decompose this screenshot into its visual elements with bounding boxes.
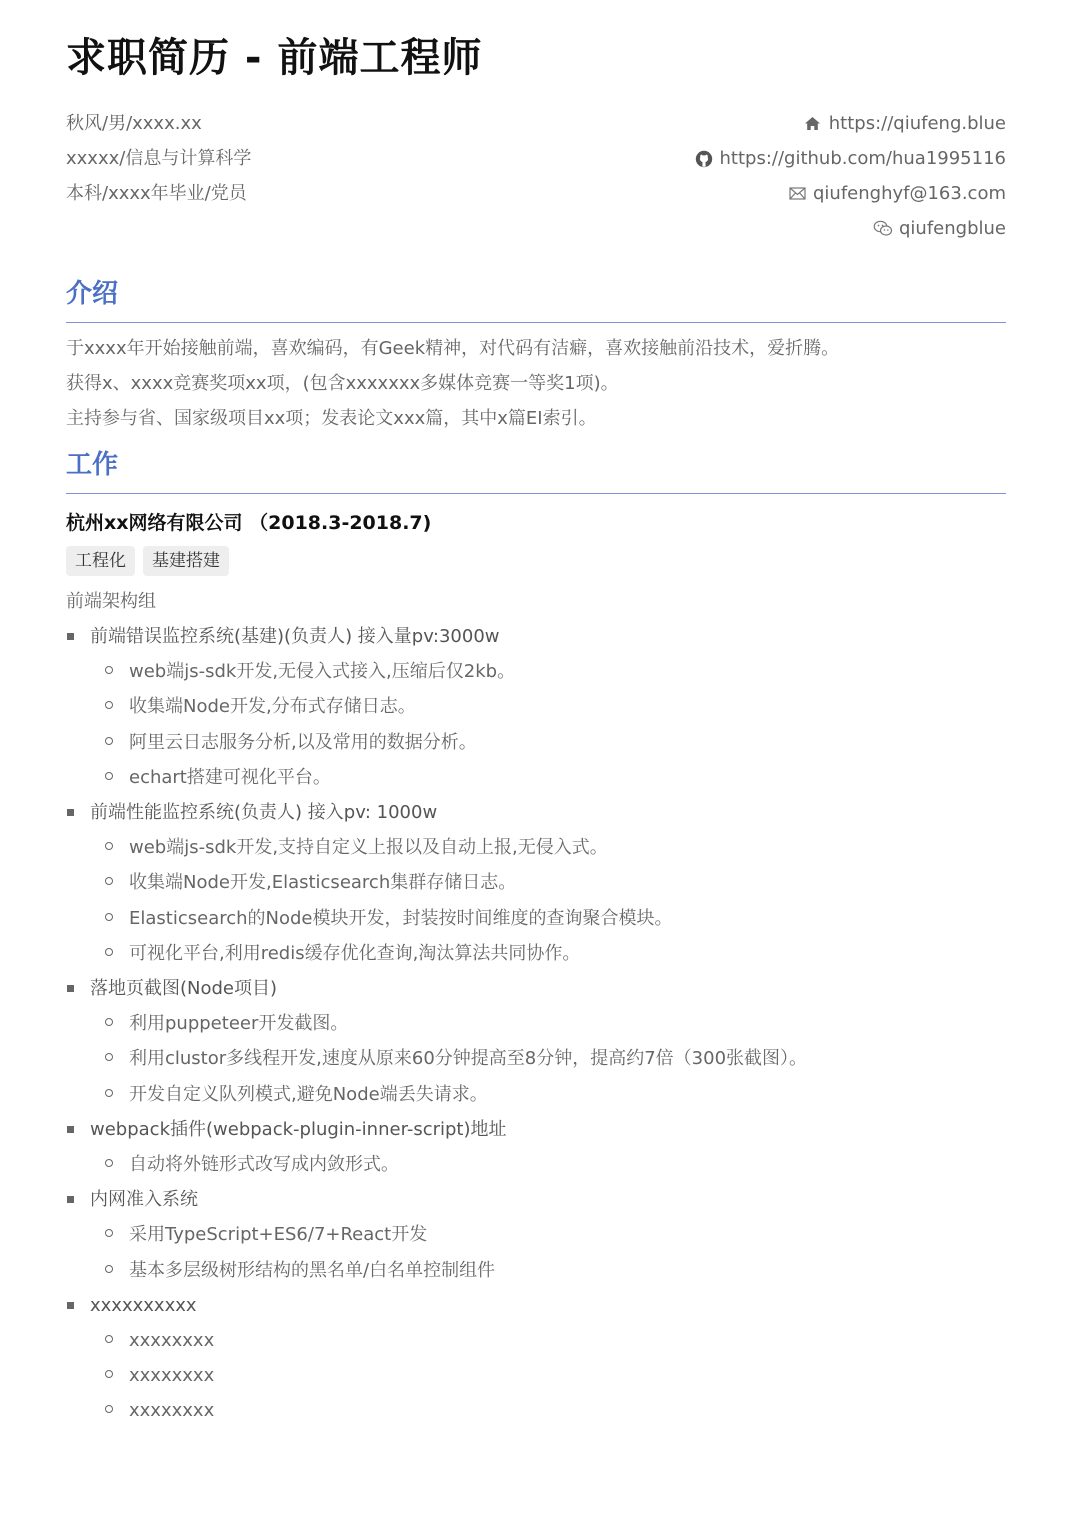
project-detail-list <box>90 1006 1006 1112</box>
intro-heading: 介绍 <box>66 274 1006 323</box>
project-detail: 阿里云日志服务分析,以及常用的数据分析。 <box>90 725 1006 760</box>
intro-line: 主持参与省、国家级项目xx项；发表论文xxx篇，其中x篇EI索引。 <box>66 408 597 429</box>
project-detail: 开发自定义队列模式,避免Node端丢失请求。 <box>90 1077 1006 1112</box>
project-detail: 收集端Node开发,Elasticsearch集群存储日志。 <box>90 865 1006 900</box>
company-title: 杭州xx网络有限公司 （2018.3-2018.7) <box>66 512 432 534</box>
contact-github[interactable] <box>694 141 1007 176</box>
project-item <box>66 619 1006 795</box>
tag: 基建搭建 <box>143 546 229 576</box>
work-section <box>66 445 1006 1429</box>
work-heading: 工作 <box>66 445 1006 494</box>
project-detail: 收集端Node开发,分布式存储日志。 <box>90 689 1006 724</box>
project-detail: xxxxxxxx <box>90 1323 1006 1358</box>
intro-text <box>66 331 1006 436</box>
team-name: 前端架构组 <box>66 591 156 612</box>
wechat-icon <box>873 219 893 239</box>
project-detail: 基本多层级树形结构的黑名单/白名单控制组件 <box>90 1253 1006 1288</box>
project-detail-list <box>90 654 1006 795</box>
project-list <box>66 619 1006 1429</box>
project-detail: 自动将外链形式改写成内敛形式。 <box>90 1147 1006 1182</box>
project-detail: 利用puppeteer开发截图。 <box>90 1006 1006 1041</box>
contact-info <box>694 106 1007 246</box>
project-detail-list <box>90 830 1006 971</box>
intro-line: 获得x、xxxx竞赛奖项xx项，(包含xxxxxxx多媒体竞赛一等奖1项)。 <box>66 373 619 394</box>
contact-wechat-text: qiufengblue <box>899 218 1006 239</box>
contact-wechat <box>694 211 1007 246</box>
page-title: 求职简历 - 前端工程师 <box>66 35 483 81</box>
project-label: 落地页截图(Node项目) <box>90 978 278 1000</box>
project-label: xxxxxxxxxx <box>90 1294 197 1316</box>
home-icon <box>803 114 823 134</box>
project-detail: Elasticsearch的Node模块开发，封装按时间维度的查询聚合模块。 <box>90 901 1006 936</box>
contact-email-text[interactable]: qiufenghyf@163.com <box>813 183 1006 204</box>
contact-github-text[interactable]: https://github.com/hua1995116 <box>719 148 1006 169</box>
project-detail-list <box>90 1323 1006 1429</box>
personal-info-line: 本科/xxxx年毕业/党员 <box>66 183 247 204</box>
project-item <box>66 1112 1006 1182</box>
intro-section <box>66 274 1006 436</box>
project-item <box>66 971 1006 1112</box>
personal-info-line: xxxxx/信息与计算科学 <box>66 148 252 169</box>
project-label: webpack插件(webpack-plugin-inner-script)地址 <box>90 1118 507 1140</box>
contact-website[interactable] <box>694 106 1007 141</box>
project-detail: echart搭建可视化平台。 <box>90 760 1006 795</box>
personal-info <box>66 106 251 211</box>
project-item <box>66 795 1006 971</box>
project-label: 前端性能监控系统(负责人) 接入pv: 1000w <box>90 802 438 824</box>
project-item <box>66 1288 1006 1429</box>
project-label: 内网准入系统 <box>90 1189 198 1211</box>
tag-list <box>66 546 1006 576</box>
github-icon <box>694 149 714 169</box>
project-label: 前端错误监控系统(基建)(负责人) 接入量pv:3000w <box>90 626 500 647</box>
contact-website-text[interactable]: https://qiufeng.blue <box>828 113 1006 134</box>
project-detail-list <box>90 1217 1006 1287</box>
project-detail: xxxxxxxx <box>90 1358 1006 1393</box>
project-detail: 可视化平台,利用redis缓存优化查询,淘汰算法共同协作。 <box>90 936 1006 971</box>
project-detail-list <box>90 1147 1006 1182</box>
project-detail: 采用TypeScript+ES6/7+React开发 <box>90 1217 1006 1252</box>
project-detail: 利用clustor多线程开发,速度从原来60分钟提高至8分钟，提高约7倍（300张截图）。 <box>90 1041 1006 1076</box>
personal-info-line: 秋风/男/xxxx.xx <box>66 113 202 134</box>
project-detail: xxxxxxxx <box>90 1393 1006 1428</box>
intro-line: 于xxxx年开始接触前端，喜欢编码，有Geek精神，对代码有洁癖，喜欢接触前沿技术，爱折腾。 <box>66 338 840 359</box>
project-detail: web端js-sdk开发,支持自定义上报以及自动上报,无侵入式。 <box>90 830 1006 865</box>
project-detail: web端js-sdk开发,无侵入式接入,压缩后仅2kb。 <box>90 654 1006 689</box>
project-item <box>66 1182 1006 1288</box>
tag: 工程化 <box>66 546 135 576</box>
mail-icon <box>787 184 807 204</box>
contact-email[interactable] <box>694 176 1007 211</box>
